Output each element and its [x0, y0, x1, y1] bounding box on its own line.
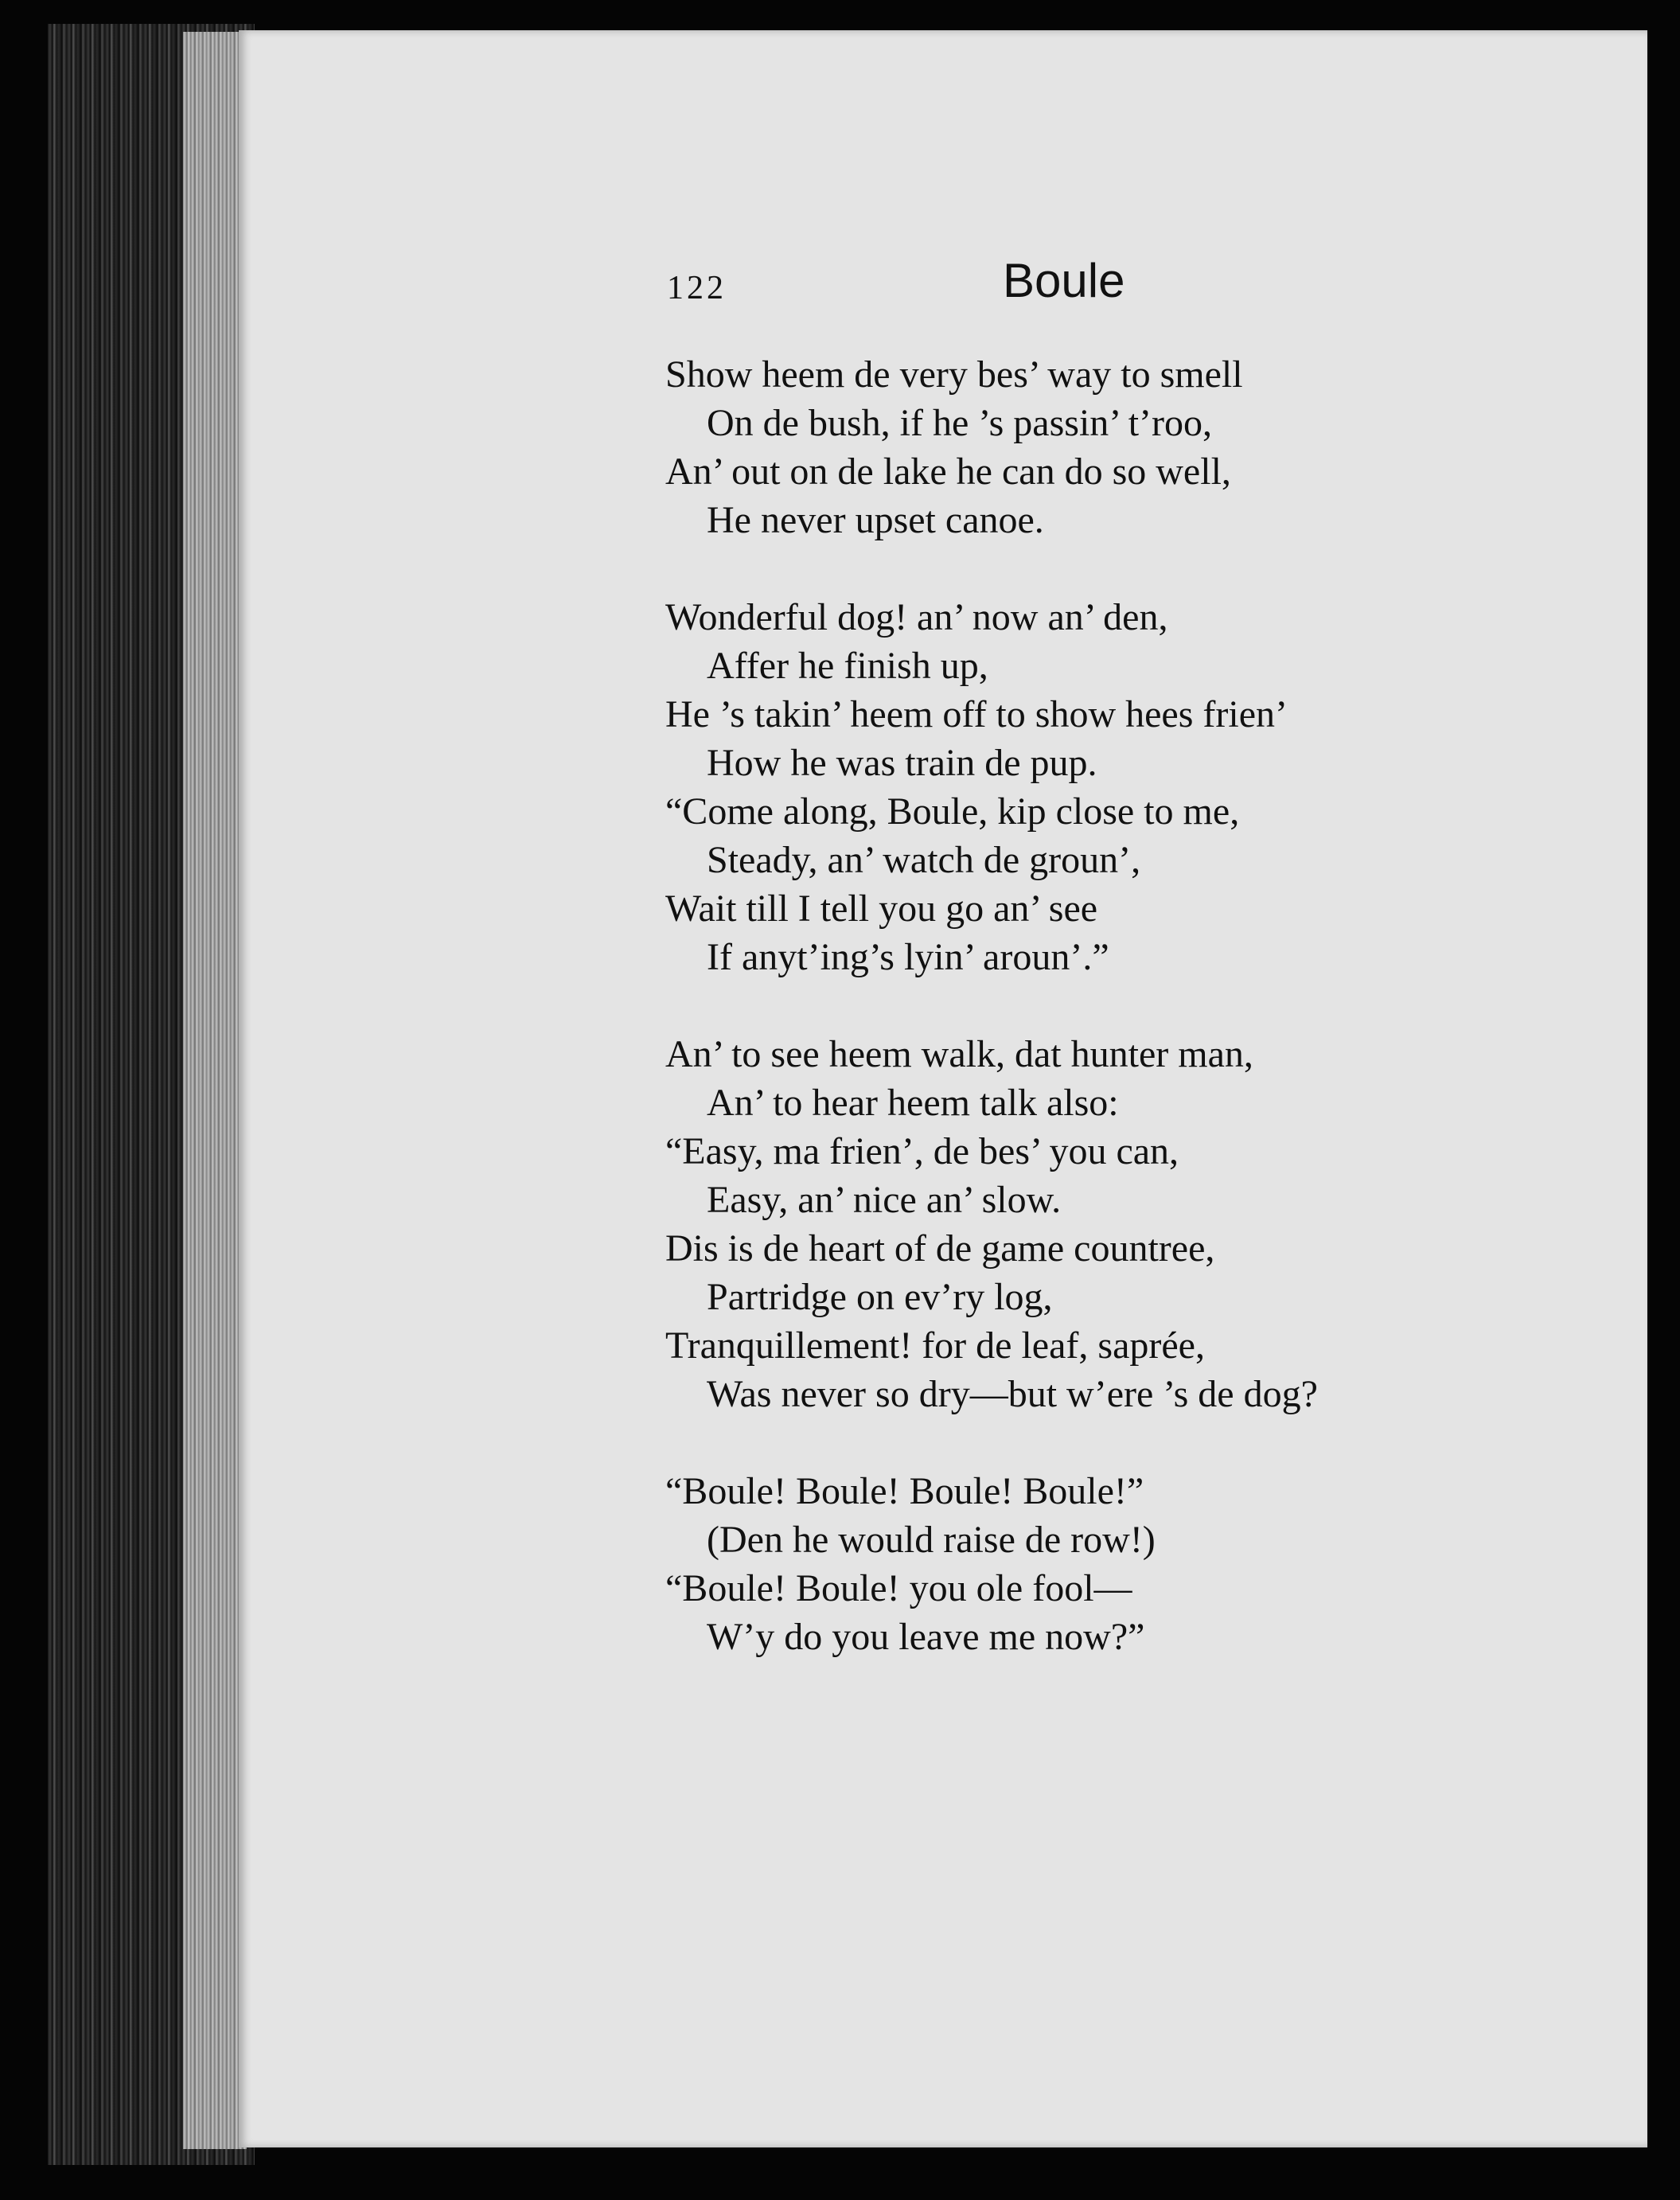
poem-line: “Boule! Boule! Boule! Boule!”: [665, 1470, 1144, 1512]
poem-stanza: [665, 1467, 1620, 1661]
poem-line: Show heem de very bes’ way to smell: [665, 353, 1243, 396]
poem-body: [665, 350, 1620, 1710]
poem-line: “Come along, Boule, kip close to me,: [665, 790, 1240, 833]
poem-line: An’ out on de lake he can do so well,: [665, 451, 1231, 493]
poem-stanza: [665, 1030, 1620, 1418]
poem-line: Tranquillement! for de leaf, saprée,: [665, 1324, 1205, 1367]
poem-line: He never upset canoe.: [707, 499, 1044, 541]
poem-line: “Easy, ma frien’, de bes’ you can,: [665, 1130, 1179, 1172]
poem-line: “Boule! Boule! you ole fool—: [665, 1567, 1132, 1609]
poem-line: Easy, an’ nice an’ slow.: [707, 1179, 1062, 1221]
poem-line: Wonderful dog! an’ now an’ den,: [665, 596, 1168, 638]
poem-line: How he was train de pup.: [707, 742, 1097, 784]
page-header: [667, 253, 1224, 317]
poem-line: He ’s takin’ heem off to show hees frien’: [665, 693, 1288, 735]
poem-line: Partridge on ev’ry log,: [707, 1276, 1053, 1318]
poem-stanza: [665, 593, 1620, 981]
poem-line: (Den he would raise de row!): [707, 1519, 1156, 1561]
running-title: Boule: [1003, 254, 1125, 307]
poem-line: Steady, an’ watch de groun’,: [707, 839, 1141, 881]
book-page-edges-highlight: [183, 32, 247, 2149]
poem-line: An’ to hear heem talk also:: [707, 1082, 1119, 1124]
poem-line: Was never so dry—but w’ere ’s de dog?: [707, 1373, 1318, 1415]
poem-stanza: [665, 350, 1620, 544]
poem-line: On de bush, if he ’s passin’ t’roo,: [707, 402, 1213, 444]
poem-line: Affer he finish up,: [707, 645, 988, 687]
poem-line: Dis is de heart of de game countree,: [665, 1227, 1215, 1270]
poem-line: An’ to see heem walk, dat hunter man,: [665, 1033, 1253, 1075]
poem-line: If anyt’ing’s lyin’ aroun’.”: [707, 936, 1109, 978]
page-number: 122: [667, 270, 727, 306]
poem-line: W’y do you leave me now?”: [707, 1616, 1145, 1658]
poem-line: Wait till I tell you go an’ see: [665, 887, 1098, 930]
